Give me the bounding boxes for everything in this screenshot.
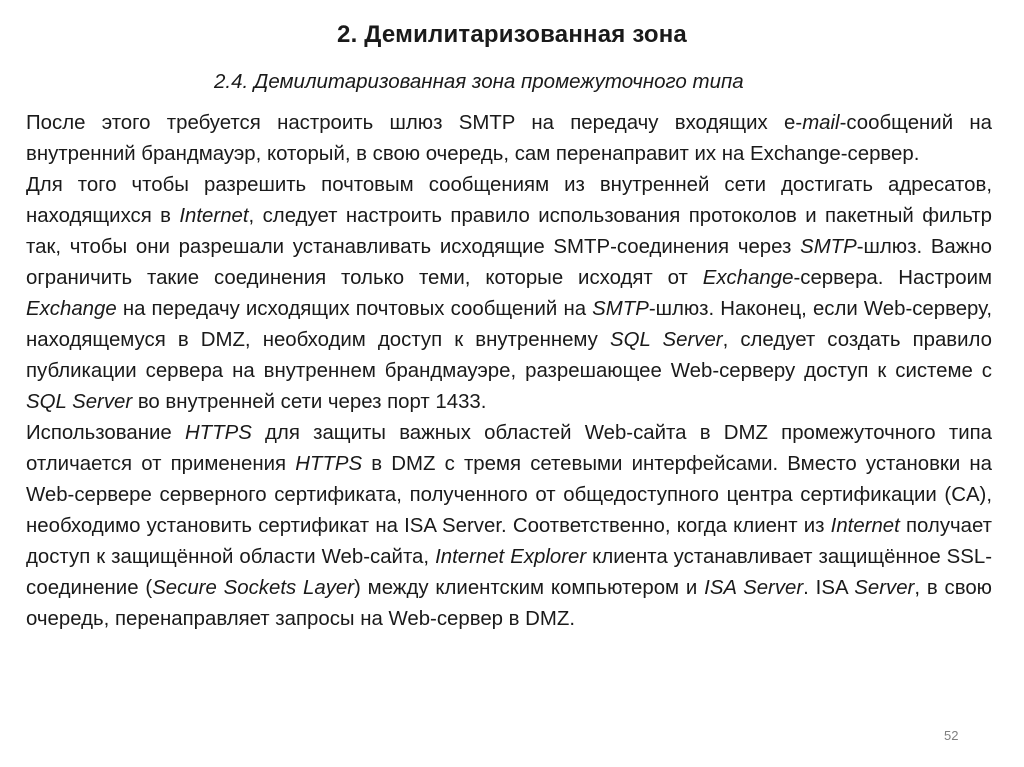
text-run: на передачу исходящих почтовых сообщений на [116, 298, 593, 320]
text-run: . ISA [803, 577, 855, 599]
italic-term: HTTPS [295, 453, 363, 475]
text-run: -сообщений на внутренний брандмауэр, который, в свою очередь, сам перенаправит их на Exchange-сервер. [26, 112, 992, 165]
slide-body [26, 108, 992, 635]
text-run: в DMZ с тремя сетевыми интерфейсами. Вместо установки на Web-сервере серверного сертификата, полученного от общедоступного центра сертификации (CA), необходимо установить сертификат на ISA Server. Соответственно, когда клиент из [26, 453, 992, 537]
text-run: для защиты важных областей Web-сайта в DMZ промежуточного типа отличается от применения [26, 422, 992, 475]
text-run: получает доступ к защищённой области Web-сайта, [26, 515, 992, 568]
italic-term: mail [802, 112, 840, 134]
text-run: , в свою очередь, перенаправляет запросы на Web-сервер в DMZ. [26, 577, 992, 630]
italic-term: SMTP [800, 236, 857, 258]
body-paragraph [26, 170, 992, 418]
text-run: Использование [26, 422, 185, 444]
italic-term: SQL Server [609, 329, 723, 351]
italic-term: Secure Sockets Layer [152, 577, 355, 599]
italic-term: Server [854, 577, 915, 599]
italic-term: HTTPS [184, 422, 252, 444]
text-run: ) между клиентским компьютером и [354, 577, 705, 599]
body-paragraph [26, 108, 992, 170]
slide-title: 2. Демилитаризованная зона [337, 21, 687, 48]
text-run: Для того чтобы разрешить почтовым сообщениям из внутренней сети достигать адресатов, находящихся в [26, 174, 992, 227]
text-run: , следует настроить правило использования протоколов и пакетный фильтр так, чтобы они разрешали устанавливать исходящие SMTP-соединения через [26, 205, 992, 258]
slide-subtitle: 2.4. Демилитаризованная зона промежуточного типа [214, 70, 744, 93]
text-run: -сервера. Настроим [793, 267, 992, 289]
text-run: клиента устанавливает защищённое SSL-соединение ( [26, 546, 993, 599]
italic-term: ISA Server [704, 577, 804, 599]
italic-term: Exchange [702, 267, 794, 289]
text-run: во внутренней сети через порт 1433. [132, 391, 487, 413]
text-run: , следует создать правило публикации сервера на внутреннем брандмауэре, разрешающее Web-серверу доступ к системе с [26, 329, 992, 382]
italic-term: Internet [830, 515, 900, 537]
text-run: -шлюз. Важно ограничить такие соединения только теми, которые исходят от [26, 236, 993, 289]
italic-term: Internet [179, 205, 249, 227]
text-run: После этого требуется настроить шлюз SMTP на передачу входящих e- [26, 112, 803, 134]
page-number: 52 [944, 728, 959, 743]
italic-term: Exchange [26, 298, 117, 320]
body-paragraph [26, 418, 992, 635]
italic-term: Internet Explorer [435, 546, 587, 568]
text-run: -шлюз. Наконец, если Web-серверу, находящемуся в DMZ, необходим доступ к внутреннему [26, 298, 992, 351]
italic-term: SQL Server [26, 391, 133, 413]
italic-term: SMTP [592, 298, 649, 320]
